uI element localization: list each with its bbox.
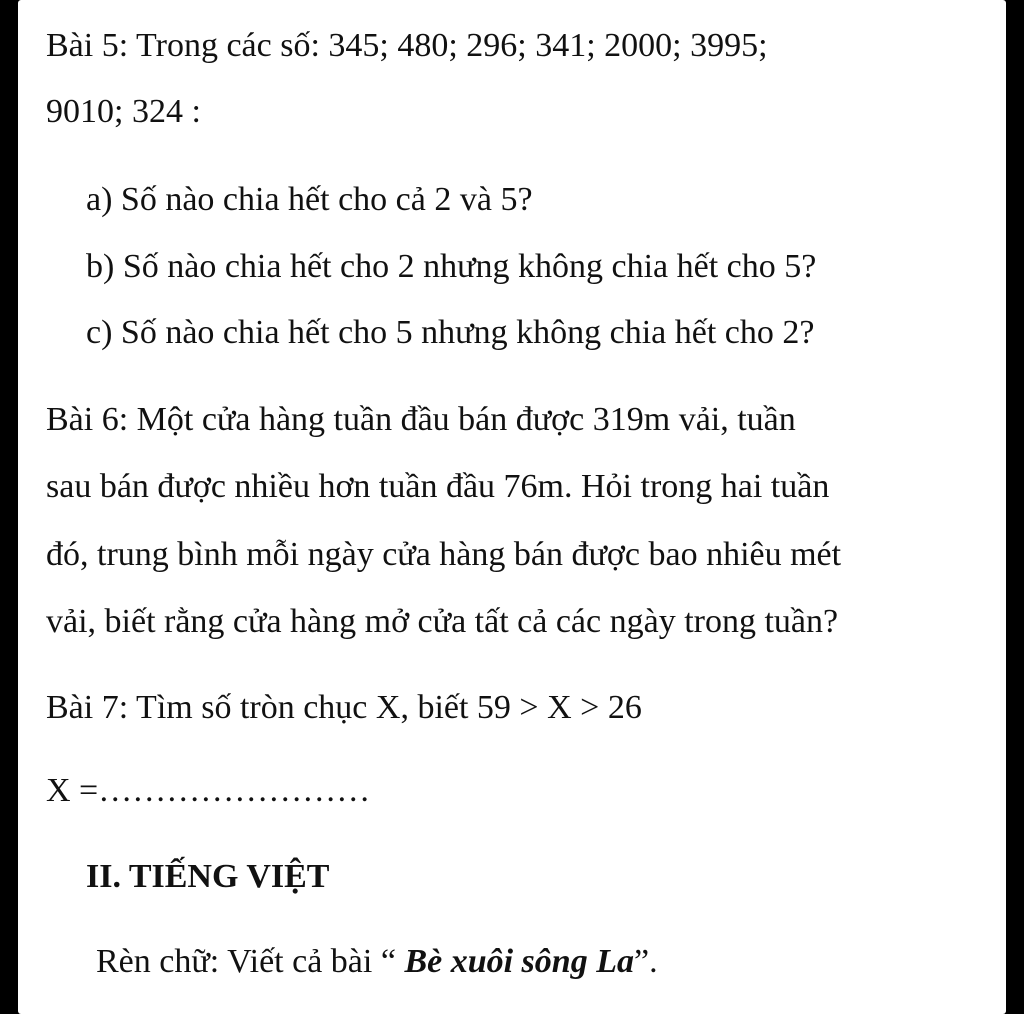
bai6-line3: đó, trung bình mỗi ngày cửa hàng bán được bao nhiêu mét: [46, 536, 842, 573]
bai5-question-a: a) Số nào chia hết cho cả 2 và 5?: [86, 181, 533, 218]
bai7-line1: Bài 7: Tìm số tròn chục X, biết 59 > X > 26: [46, 689, 642, 726]
document-page: [18, 0, 1006, 1014]
bai5-question-c: c) Số nào chia hết cho 5 nhưng không chia hết cho 2?: [86, 314, 815, 351]
section-heading-tieng-viet: II. TIẾNG VIỆT: [86, 858, 330, 895]
task-title: Bè xuôi sông La: [404, 943, 634, 980]
answer-prefix: X =: [46, 772, 99, 809]
bai5-line1: Bài 5: Trong các số: 345; 480; 296; 341; 2000; 3995;: [46, 27, 768, 64]
task-suffix: ”.: [633, 943, 658, 980]
task-prefix: Rèn chữ: Viết cả bài “: [96, 943, 405, 980]
bai5-line2: 9010; 324 :: [46, 93, 201, 130]
section2-task: [96, 942, 658, 982]
answer-blank: ……………………: [98, 772, 371, 809]
bai7-answer-line: [46, 771, 370, 811]
bai6-line1: Bài 6: Một cửa hàng tuần đầu bán được 319m vải, tuần: [46, 401, 796, 438]
bai6-line2: sau bán được nhiều hơn tuần đầu 76m. Hỏi trong hai tuần: [46, 468, 830, 505]
bai6-line4: vải, biết rằng cửa hàng mở cửa tất cả các ngày trong tuần?: [46, 603, 839, 640]
bai5-question-b: b) Số nào chia hết cho 2 nhưng không chia hết cho 5?: [86, 248, 817, 285]
